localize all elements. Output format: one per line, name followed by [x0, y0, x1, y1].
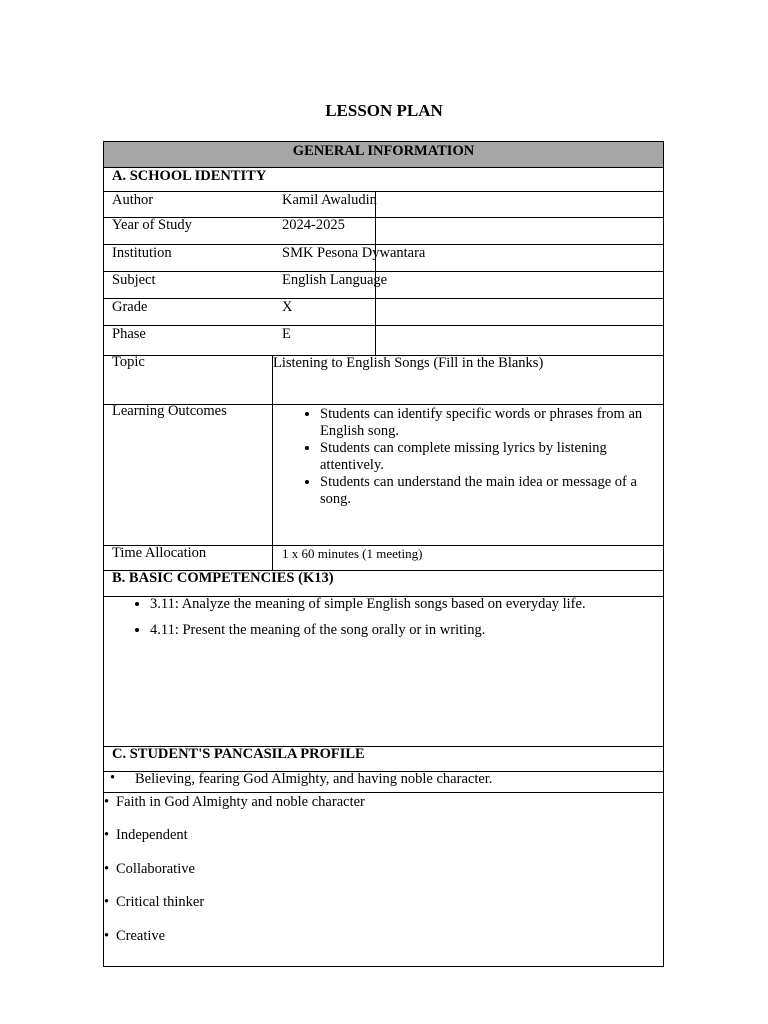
identity-label: Author — [112, 192, 154, 208]
identity-label: Institution — [112, 245, 172, 261]
list-item: • 3.11: Analyze the meaning of simple English songs based on everyday life. — [150, 596, 663, 613]
list-item: • Students can understand the main idea or message of a song. — [320, 474, 665, 508]
bullet-icon: • — [104, 827, 110, 843]
competencies-box — [103, 596, 664, 747]
section-a-heading — [103, 167, 664, 192]
identity-row-author — [103, 191, 664, 218]
bullet-icon: • — [104, 861, 110, 877]
list-item: • 4.11: Present the meaning of the song orally or in writing. — [150, 622, 663, 639]
identity-value: Kamil Awaludin — [282, 192, 377, 208]
identity-value: Listening to English Songs (Fill in the Blanks) — [273, 355, 544, 371]
time-allocation-row — [103, 545, 664, 571]
learning-outcomes-row — [103, 404, 664, 546]
identity-label: Subject — [112, 272, 156, 288]
identity-value: 2024-2025 — [282, 217, 345, 233]
bullet-icon: • — [104, 928, 110, 944]
section-a-label: A. SCHOOL IDENTITY — [112, 168, 267, 184]
bullet-icon: • — [104, 794, 110, 810]
list-item: • Independent — [104, 827, 188, 843]
identity-row-grade — [103, 298, 664, 326]
profile-main-text: Believing, fearing God Almighty, and having noble character. — [135, 771, 493, 787]
time-allocation-value: 1 x 60 minutes (1 meeting) — [282, 546, 423, 561]
competencies-list — [104, 596, 663, 639]
bullet-icon: • — [110, 770, 116, 786]
identity-row-phase — [103, 325, 664, 356]
list-item: • Faith in God Almighty and noble character — [104, 794, 365, 810]
section-c-heading — [103, 746, 664, 772]
identity-row-topic — [103, 355, 664, 405]
profile-list-box — [103, 792, 664, 967]
bullet-icon: • — [104, 894, 110, 910]
learning-outcomes-label: Learning Outcomes — [112, 403, 227, 419]
time-allocation-label: Time Allocation — [112, 545, 207, 561]
section-b-heading — [103, 570, 664, 597]
learning-outcomes-list — [272, 406, 665, 508]
list-item: • Collaborative — [104, 861, 195, 877]
identity-value: English Language — [282, 272, 388, 288]
identity-value: E — [282, 326, 291, 342]
page-title: LESSON PLAN — [325, 101, 443, 120]
identity-label: Year of Study — [112, 217, 192, 233]
identity-label: Grade — [112, 299, 148, 315]
identity-label: Phase — [112, 326, 146, 342]
general-info-label: GENERAL INFORMATION — [292, 143, 475, 159]
list-item: • Critical thinker — [104, 894, 205, 910]
general-info-header — [103, 141, 664, 168]
section-b-label: B. BASIC COMPETENCIES (K13) — [112, 570, 334, 586]
identity-row-year — [103, 217, 664, 245]
list-item: • Students can identify specific words or phrases from an English song. — [320, 406, 665, 440]
identity-label: Topic — [112, 354, 145, 370]
identity-value: X — [282, 299, 293, 315]
profile-main-row — [103, 771, 664, 793]
list-item: • Creative — [104, 928, 166, 944]
identity-row-institution — [103, 244, 664, 272]
list-item: • Students can complete missing lyrics by listening attentively. — [320, 440, 665, 474]
identity-row-subject — [103, 271, 664, 299]
identity-value: SMK Pesona Dywantara — [282, 245, 426, 261]
section-c-label: C. STUDENT'S PANCASILA PROFILE — [112, 746, 365, 762]
